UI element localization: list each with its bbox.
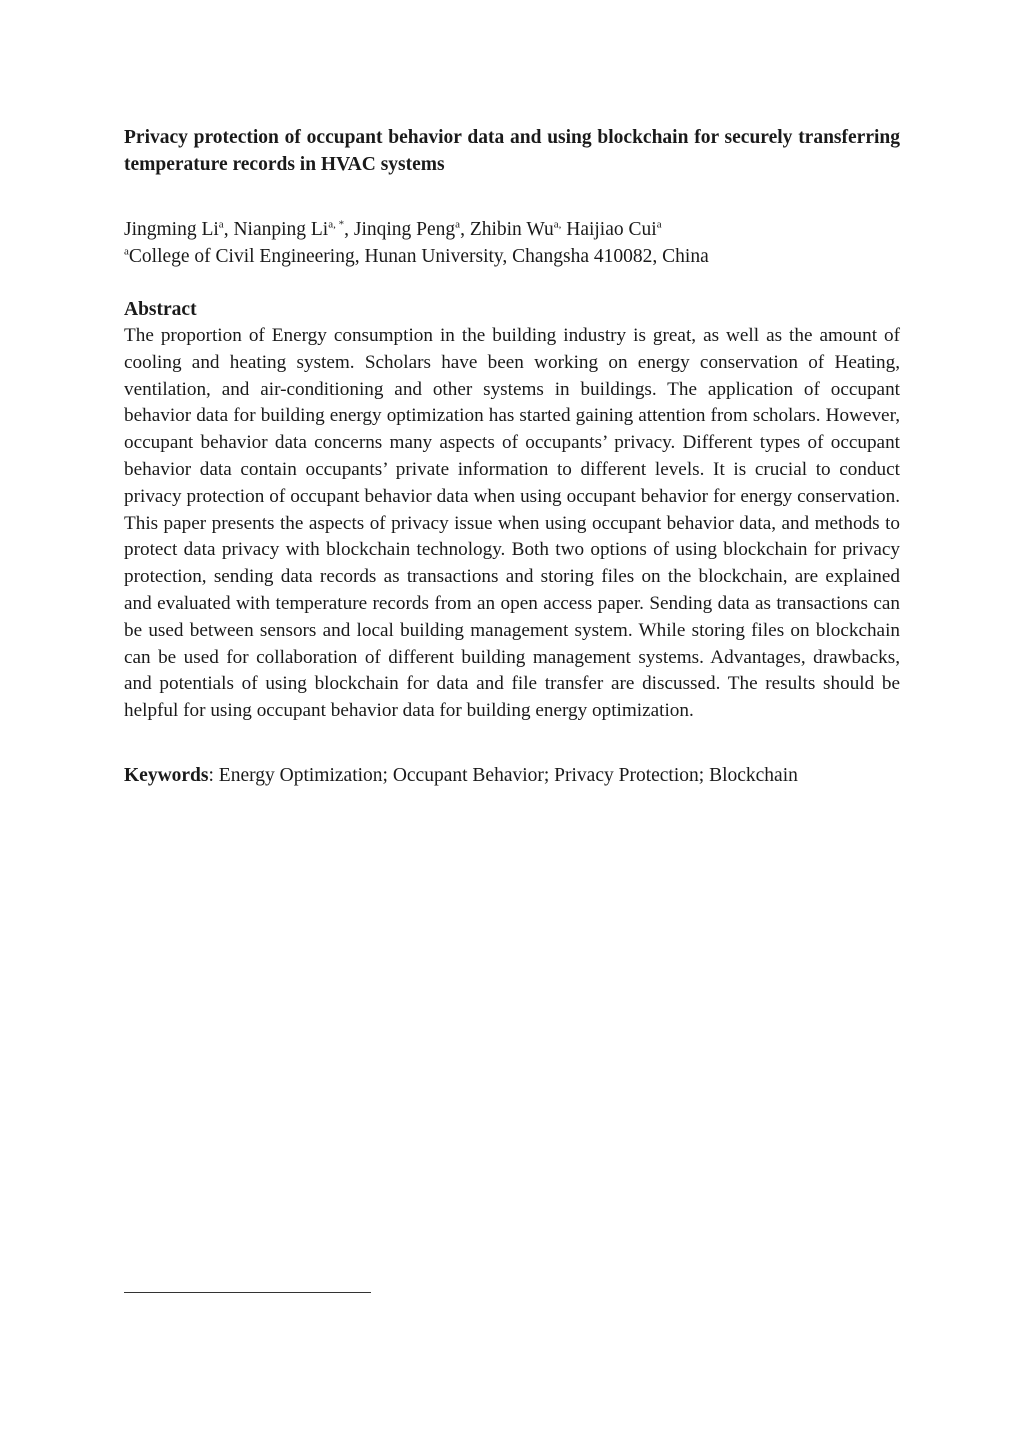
author-affil-mark: a <box>218 218 224 231</box>
abstract-body: The proportion of Energy consumption in the building industry is great, as well as the amount of cooling and heating system. Scholars have been working on energy conservation of Heating, ventilation, and air-conditioning and other systems in buildings. The application of occupant behavior data for building energy optimization has started gaining attention from scholars. However, occupant behavior data concerns many aspects of occupants’ privacy. Different types of occupant behavior data contain occupants’ private information to different levels. It is crucial to conduct privacy protection of occupant behavior data when using occupant behavior for energy conservation. This paper presents the aspects of privacy issue when using occupant behavior data, and methods to protect data privacy with blockchain technology. Both two options of using blockchain for privacy protection, sending data records as transactions and storing files on the blockchain, are explained and evaluated with temperature records from an open access paper. Sending data as transactions can be used between sensors and local building management system. While storing files on blockchain can be used for collaboration of different building management systems. Advantages, drawbacks, and potentials of using blockchain for data and file transfer are discussed. The results should be helpful for using occupant behavior data for building energy optimization. <box>124 325 900 722</box>
author-affil-mark: a, <box>553 218 562 231</box>
author-name: Jingming Li <box>124 219 219 240</box>
author-separator: , <box>344 219 354 240</box>
footnote-divider <box>124 1292 371 1293</box>
keywords-text: : Energy Optimization; Occupant Behavior; Privacy Protection; Blockchain <box>208 765 798 786</box>
keywords <box>124 762 900 789</box>
author-name: Haijiao Cui <box>566 219 657 240</box>
affiliation <box>124 243 900 270</box>
author-list <box>124 216 900 243</box>
keywords-label: Keywords <box>124 765 209 786</box>
paper-title: Privacy protection of occupant behavior data and using blockchain for securely transferring temperature records in HVAC systems <box>124 127 900 175</box>
affiliation-text: College of Civil Engineering, Hunan University, Changsha 410082, China <box>128 246 709 267</box>
author-separator: , <box>223 219 234 240</box>
author-name: Nianping Li <box>233 219 329 240</box>
author-name: Zhibin Wu <box>469 219 554 240</box>
affiliation-mark: a <box>124 245 129 258</box>
author-name: Jinqing Peng <box>353 219 456 240</box>
author-affil-mark: a <box>455 218 461 231</box>
author-affil-mark: a <box>656 218 662 231</box>
author-separator: , <box>460 219 470 240</box>
author-affil-mark: a, * <box>328 218 345 231</box>
abstract-heading: Abstract <box>124 299 197 320</box>
